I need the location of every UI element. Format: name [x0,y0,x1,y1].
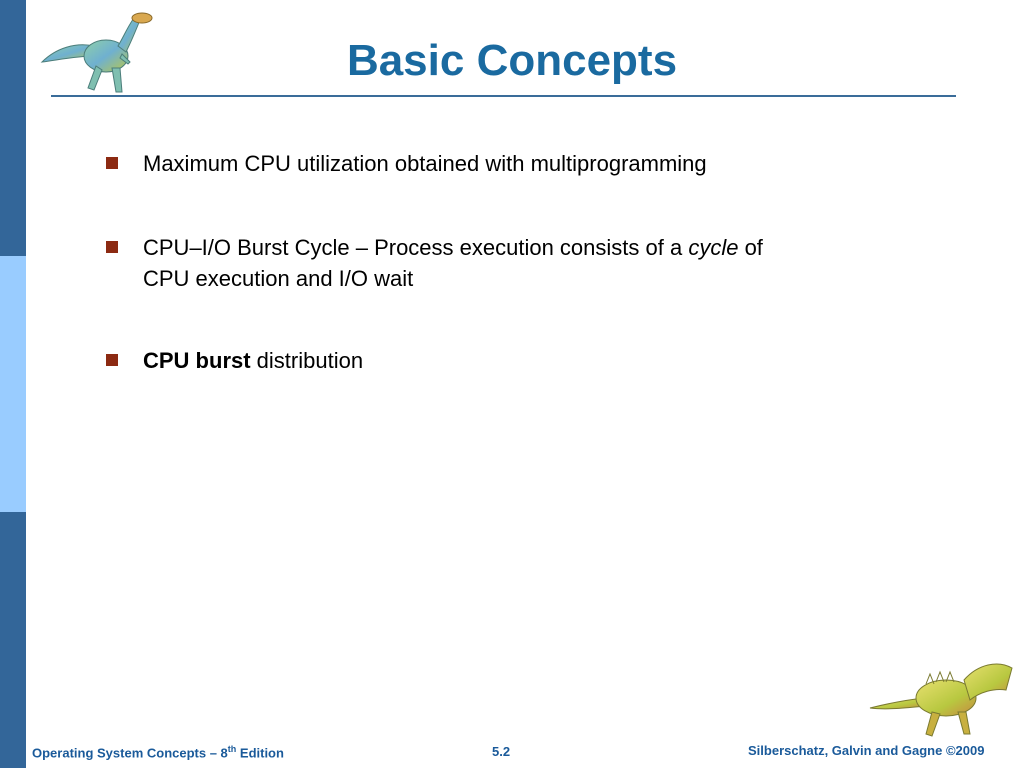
bullet-text-part: of [738,235,763,260]
square-bullet-icon [106,354,118,366]
square-bullet-icon [106,157,118,169]
bullet-text-part: CPU–I/O Burst Cycle – Process execution consists of a [143,235,689,260]
bullet-text [143,345,903,376]
footer-superscript: th [227,744,237,754]
bullet-item [106,148,903,179]
footer-book-title [32,744,284,760]
bullet-item [106,232,903,294]
title-divider [51,95,956,97]
footer-slide-number: 5.2 [492,744,511,759]
square-bullet-icon [106,241,118,253]
bullet-text-line2: CPU execution and I/O wait [143,266,414,291]
footer-book-title-text: Operating System Concepts – 8 [32,745,228,761]
bullet-text-bold: CPU burst [143,348,251,373]
footer-copyright: Silberschatz, Galvin and Gagne ©2009 [748,743,985,758]
slide-title: Basic Concepts [346,36,678,85]
bullet-text [143,232,903,294]
sidebar-segment-bottom [0,512,26,768]
bullet-item [106,345,903,376]
bullet-text-part: distribution [250,348,364,373]
bullet-text: Maximum CPU utilization obtained with multiprogramming [143,151,707,176]
bullet-text-emphasis: cycle [688,235,739,260]
sidebar-segment-middle [0,256,26,512]
footer-book-title-suffix: Edition [236,745,284,761]
sidebar-accent [0,0,26,768]
dinosaur-logo-bottom [866,660,1016,740]
